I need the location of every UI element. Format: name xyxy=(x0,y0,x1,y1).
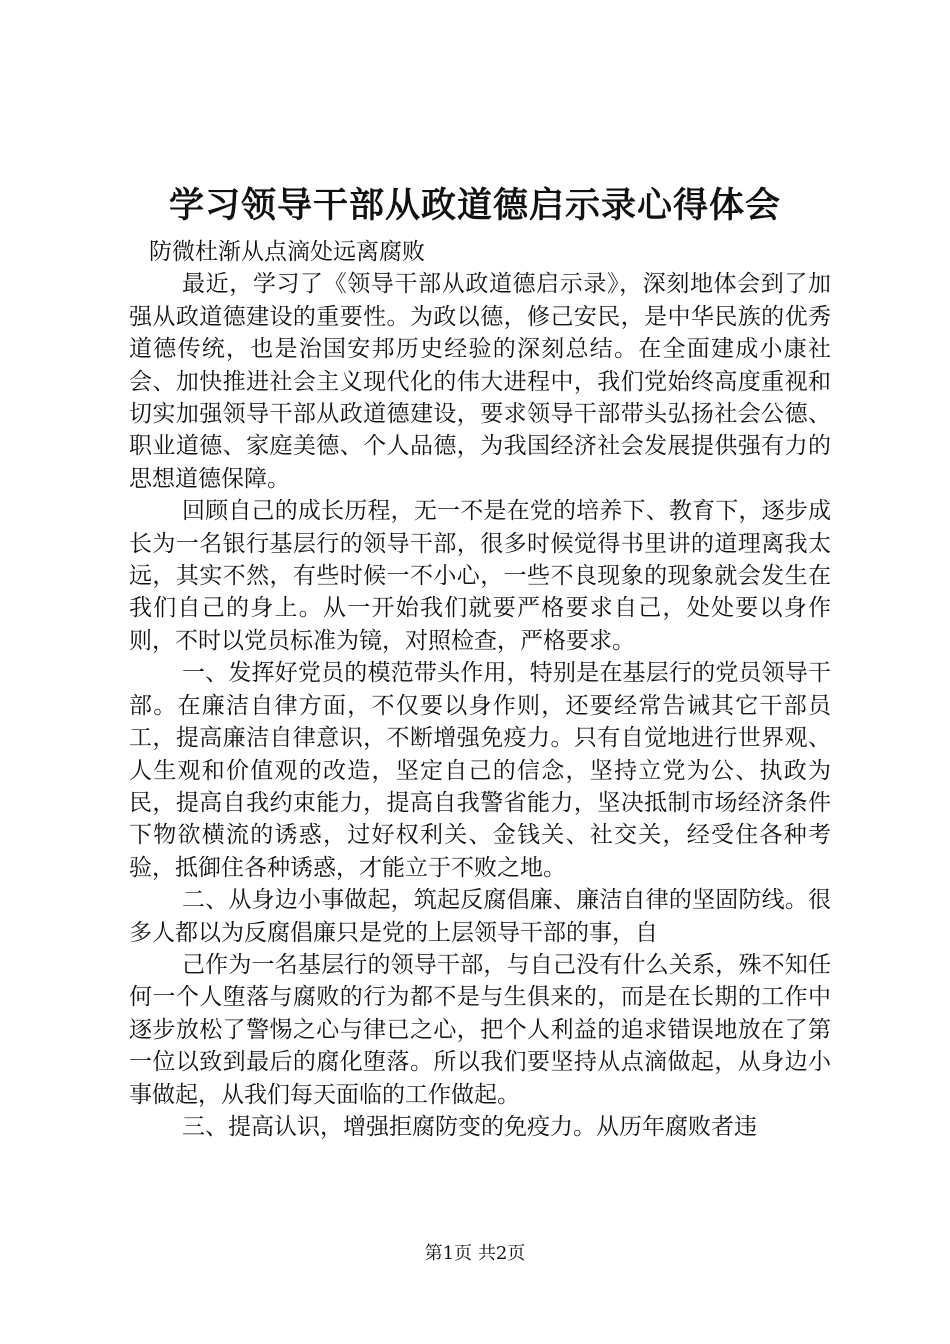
paragraph: 最近，学习了《领导干部从政道德启示录》，深刻地体会到了加强从政道德建设的重要性。为政以德，修己安民，是中华民族的优秀道德传统，也是治国安邦历史经验的深刻总结。在全面建成小康社会、加快推进社会主义现代化的伟大进程中，我们党始终高度重视和切实加强领导干部从政道德建设，要求领导干部带头弘扬社会公德、职业道德、家庭美德、个人品德，为我国经济社会发展提供强有力的思想道德保障。 xyxy=(129,271,831,492)
document-title: 学习领导干部从政道德启示录心得体会 xyxy=(168,185,781,226)
paragraph: 回顾自己的成长历程，无一不是在党的培养下、教育下，逐步成长为一名银行基层行的领导干部，很多时候觉得书里讲的道理离我太远，其实不然，有些时候一不小心，一些不良现象的现象就会发生在我们自己的身上。从一开始我们就要严格要求自己，处处要以身作则，不时以党员标准为镜，对照检查，严格要求。 xyxy=(129,498,831,654)
document-subtitle: 防微杜渐从点滴处远离腐败 xyxy=(149,239,425,265)
paragraph: 二、从身边小事做起，筑起反腐倡廉、廉洁自律的坚固防线。很多人都以为反腐倡廉只是党的上层领导干部的事，自 xyxy=(129,887,831,946)
page-number: 第1页 共2页 xyxy=(424,1243,526,1264)
paragraph: 己作为一名基层行的领导干部，与自己没有什么关系，殊不知任何一个人堕落与腐败的行为都不是与生俱来的，而是在长期的工作中逐步放松了警惕之心与律已之心，把个人利益的追求错误地放在了第一位以致到最后的腐化堕落。所以我们要坚持从点滴做起，从身边小事做起，从我们每天面临的工作做起。 xyxy=(129,951,831,1108)
document-body xyxy=(129,236,831,1143)
paragraph: 三、提高认识，增强拒腐防变的免疫力。从历年腐败者违 xyxy=(182,1113,757,1140)
paragraph: 一、发挥好党员的模范带头作用，特别是在基层行的党员领导干部。在廉洁自律方面，不仅要以身作则，还要经常告诫其它干部员工，提高廉洁自律意识，不断增强免疫力。只有自觉地进行世界观、人生观和价值观的改造，坚定自己的信念，坚持立党为公、执政为民，提高自我约束能力，提高自我警省能力，坚决抵制市场经济条件下物欲横流的诱惑，过好权利关、金钱关、社交关，经受住各种考验，抵御住各种诱惑，才能立于不败之地。 xyxy=(129,660,831,881)
